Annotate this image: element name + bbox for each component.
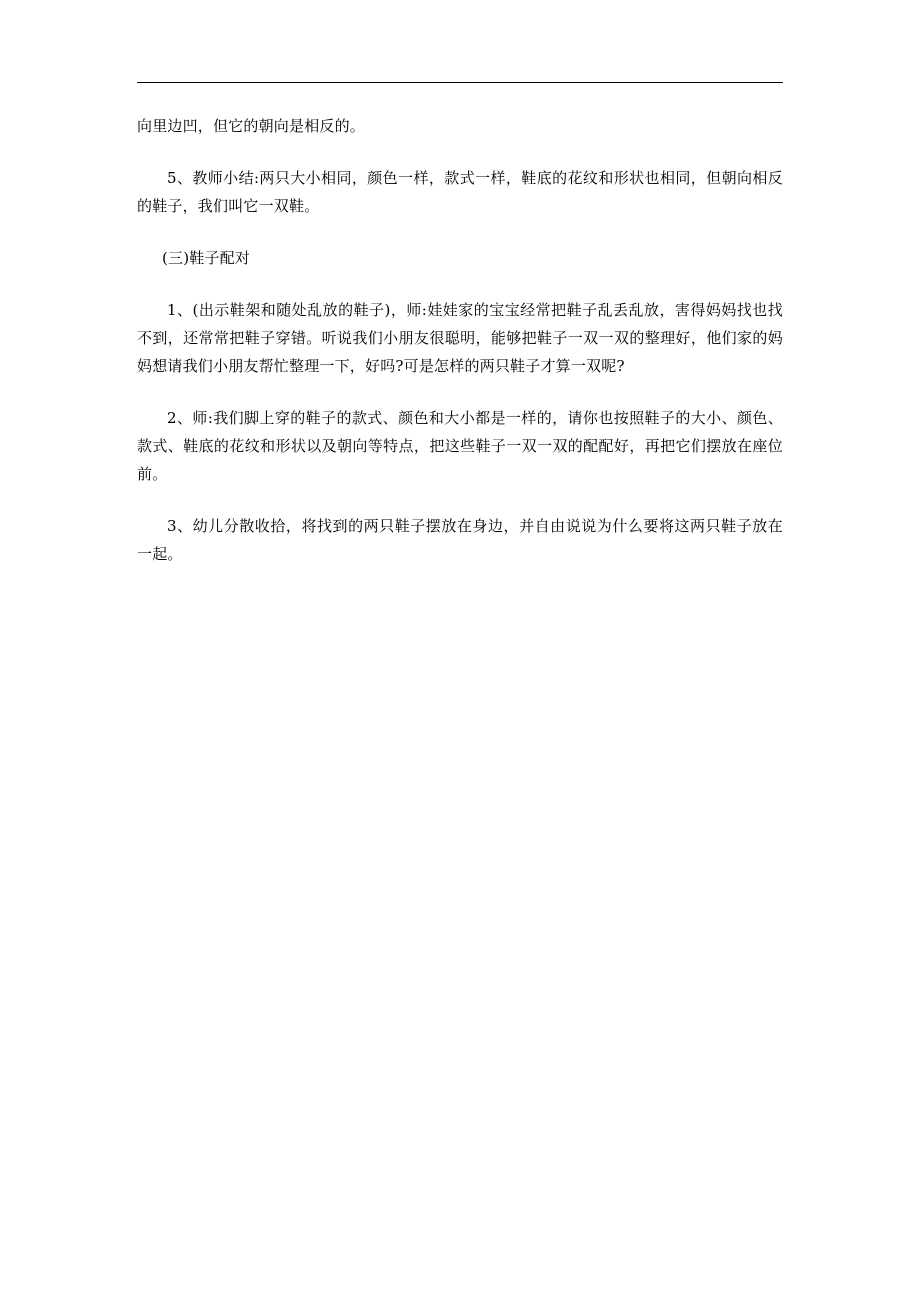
document-body	[137, 112, 783, 592]
paragraph-step-1: 1、(出示鞋架和随处乱放的鞋子)，师:娃娃家的宝宝经常把鞋子乱丢乱放，害得妈妈找也找不到，还常常把鞋子穿错。听说我们小朋友很聪明，能够把鞋子一双一双的整理好，他们家的妈妈想请我们小朋友帮忙整理一下，好吗?可是怎样的两只鞋子才算一双呢?	[137, 301, 783, 375]
paragraph-step-3: 3、幼儿分散收拾，将找到的两只鞋子摆放在身边，并自由说说为什么要将这两只鞋子放在一起。	[137, 517, 783, 563]
header-rule	[137, 82, 783, 83]
section-heading-shoe-matching: (三)鞋子配对	[162, 249, 251, 267]
paragraph-continuation: 向里边凹，但它的朝向是相反的。	[137, 117, 366, 135]
paragraph-teacher-summary: 5、教师小结:两只大小相同，颜色一样，款式一样，鞋底的花纹和形状也相同，但朝向相反的鞋子，我们叫它一双鞋。	[137, 169, 783, 215]
paragraph-step-2: 2、师:我们脚上穿的鞋子的款式、颜色和大小都是一样的，请你也按照鞋子的大小、颜色、款式、鞋底的花纹和形状以及朝向等特点，把这些鞋子一双一双的配配好，再把它们摆放在座位前。	[137, 409, 783, 483]
